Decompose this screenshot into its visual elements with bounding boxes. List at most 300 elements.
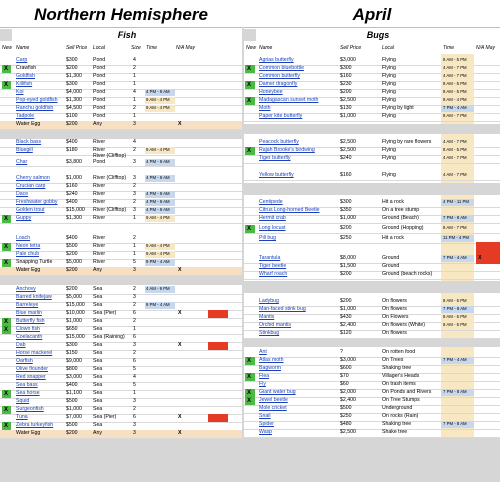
- fish-name: Snapping Turtle: [16, 259, 53, 265]
- bug-time: 11 PM - 4 PM: [443, 235, 469, 240]
- fish-size: 3: [133, 430, 136, 436]
- bug-name[interactable]: Yellow butterfly: [259, 172, 294, 178]
- new-mark: X: [4, 216, 9, 222]
- fish-local: River (Clifftop): [93, 153, 127, 159]
- na-mark: X: [178, 430, 182, 436]
- fish-price: $3,800: [66, 159, 82, 165]
- bug-local: Ground (beach rocks): [382, 271, 433, 277]
- na-mark: X: [178, 121, 182, 127]
- new-mark: X: [4, 391, 9, 397]
- bug-time: 7 PM - 4 AM: [443, 357, 467, 362]
- bug-name[interactable]: Rajah Brooke's birdwing: [259, 147, 315, 153]
- fish-price: $400: [66, 382, 78, 388]
- na-mark: X: [178, 342, 182, 348]
- fish-local: Sea: [93, 342, 103, 348]
- bug-name[interactable]: Moth: [259, 105, 271, 111]
- fish-price: $15,000: [66, 207, 85, 213]
- row-line: [0, 223, 242, 224]
- bug-col-price: Sell Price: [340, 45, 362, 51]
- bug-name[interactable]: Ant: [259, 349, 267, 355]
- bug-name[interactable]: Hermit crab: [259, 215, 286, 221]
- hemisphere-title: Northern Hemisphere: [34, 5, 208, 24]
- bug-name[interactable]: Damer dragonfly: [259, 81, 298, 87]
- fish-name[interactable]: Anchovy: [16, 286, 36, 292]
- fish-col-na: N/A May: [176, 45, 195, 51]
- fish-size: 3: [133, 398, 136, 404]
- bug-local: Flying: [382, 147, 396, 153]
- bug-local: Flying by light: [382, 105, 414, 111]
- fish-price: $3,000: [66, 374, 82, 380]
- fish-name[interactable]: Barred knifejaw: [16, 294, 52, 300]
- fish-local: Any: [93, 121, 102, 127]
- fish-size: 4: [133, 374, 136, 380]
- bug-local: Shake tree: [382, 429, 408, 435]
- bug-name[interactable]: Ladybug: [259, 298, 279, 304]
- fish-size: 3: [133, 175, 136, 181]
- fish-local: River (Clifftop): [93, 175, 127, 181]
- new-mark: X: [247, 82, 252, 88]
- fish-name[interactable]: Freshwater gobby: [16, 199, 58, 205]
- bug-local: On Flowers: [382, 314, 409, 320]
- fish-name[interactable]: Loach: [16, 235, 31, 241]
- new-mark: X: [4, 407, 9, 413]
- fish-time: 4 AM - 9 PM: [146, 286, 170, 291]
- fish-name[interactable]: Red snapper: [16, 374, 46, 380]
- bug-price: $600: [340, 365, 352, 371]
- bug-local: Flying: [382, 57, 396, 63]
- bug-price: $60: [340, 381, 349, 387]
- bug-time: 7 PM - 8 AM: [443, 306, 467, 311]
- row-line: [244, 365, 500, 366]
- fish-time: 4 PM - 9 AM: [146, 199, 170, 204]
- bug-local: On flowers: [382, 306, 407, 312]
- bug-name[interactable]: Madagascan sunset moth: [259, 97, 319, 103]
- bug-price: $1,500: [340, 263, 356, 269]
- bug-time: 8 AM - 5 PM: [443, 314, 467, 319]
- bug-name[interactable]: Mole cricket: [259, 405, 287, 411]
- bug-name[interactable]: Atlas moth: [259, 357, 284, 363]
- fish-local: Sea: [93, 390, 103, 396]
- fish-local: Pond: [93, 105, 106, 111]
- bug-time: 4 PM - 11 PM: [443, 199, 469, 204]
- bug-col-time: Time: [443, 45, 455, 51]
- fish-name: Water Egg: [16, 430, 41, 436]
- bug-name[interactable]: Wharf roach: [259, 271, 288, 277]
- fish-price: $1,000: [66, 175, 82, 181]
- bug-price: $1,000: [340, 306, 356, 312]
- fish-price: $400: [66, 199, 78, 205]
- bug-price: $160: [340, 73, 352, 79]
- fish-name[interactable]: Sea bass: [16, 382, 38, 388]
- fish-price: $1,000: [66, 318, 82, 324]
- bug-price: $2,500: [340, 429, 356, 435]
- bug-name[interactable]: Honeybee: [259, 89, 283, 95]
- fish-name[interactable]: Dace: [16, 191, 29, 197]
- bug-name[interactable]: Wasp: [259, 429, 273, 435]
- fish-name: Water Egg: [16, 121, 41, 127]
- bug-footer: [244, 438, 500, 482]
- bug-col-new: New: [246, 45, 257, 51]
- title-divider: [0, 27, 500, 28]
- fish-size: 4: [133, 89, 136, 95]
- fish-size: 5: [133, 259, 136, 265]
- bug-local: Underground: [382, 405, 413, 411]
- row-line: [244, 121, 500, 122]
- bug-time: 8 AM - 7 PM: [443, 113, 467, 118]
- fish-name[interactable]: Pop-eyed goldfish: [16, 97, 58, 103]
- new-mark: X: [4, 327, 9, 333]
- fish-name[interactable]: Squid: [16, 398, 30, 404]
- row-line: [0, 215, 242, 216]
- fish-local: Sea: [93, 398, 103, 404]
- fish-name[interactable]: Coelacanth: [16, 334, 43, 340]
- bug-time: 8 AM - 5 PM: [443, 89, 467, 94]
- fish-name[interactable]: Sea horse: [16, 390, 40, 396]
- bug-price: $2,000: [340, 389, 356, 395]
- bug-name[interactable]: Tiger butterfly: [259, 155, 291, 161]
- bug-name[interactable]: Flea: [259, 373, 270, 379]
- fish-size: 3: [133, 294, 136, 300]
- bug-time: 8 AM - 4 PM: [443, 97, 467, 102]
- fish-name[interactable]: Carp: [16, 57, 28, 63]
- na-mark: X: [178, 414, 182, 420]
- fish-name[interactable]: Barreleye: [16, 302, 39, 308]
- bug-price: $8,000: [340, 255, 356, 261]
- fish-size: 4: [133, 57, 136, 63]
- fish-name[interactable]: Neon tetra: [16, 243, 41, 249]
- fish-price: $200: [66, 251, 78, 257]
- fish-local: Any: [93, 267, 102, 273]
- fish-price: $300: [66, 81, 78, 87]
- fish-local: Pond: [93, 89, 106, 95]
- bug-name[interactable]: Orchid mantis: [259, 322, 291, 328]
- fish-time: 4 PM - 9 AM: [146, 191, 170, 196]
- bug-name[interactable]: Spider: [259, 421, 274, 427]
- bug-price: $160: [340, 172, 352, 178]
- bug-time: 8 AM - 7 PM: [443, 225, 467, 230]
- bug-name[interactable]: Common bluebottle: [259, 65, 304, 71]
- bug-local: On flowers: [382, 298, 407, 304]
- fish-name[interactable]: Ranchu goldfish: [16, 105, 54, 111]
- fish-local: River (Clifftop): [93, 207, 127, 213]
- bug-name[interactable]: Fly: [259, 381, 266, 387]
- fish-price: $200: [66, 267, 78, 273]
- fish-size: 2: [133, 147, 136, 153]
- bug-name[interactable]: Pill bug: [259, 235, 277, 241]
- fish-time: 9 PM - 4 AM: [146, 259, 170, 264]
- fish-price: $300: [66, 342, 78, 348]
- fish-time: 9 AM - 4 PM: [146, 97, 170, 102]
- row-line: [0, 342, 242, 343]
- fish-size: 2: [133, 350, 136, 356]
- fish-time: 9 AM - 4 PM: [146, 147, 170, 152]
- bug-name[interactable]: Agrias butterfly: [259, 57, 294, 63]
- bug-name[interactable]: Common butterfly: [259, 73, 300, 79]
- bug-time: 4 AM - 7 PM: [443, 73, 467, 78]
- bug-price: $250: [340, 235, 352, 241]
- bug-price: $2,400: [340, 397, 356, 403]
- bug-local: On a tree stump: [382, 207, 420, 213]
- bug-local: Flying: [382, 172, 396, 178]
- fish-size: 2: [133, 286, 136, 292]
- bug-price: $2,500: [340, 97, 356, 103]
- fish-price: $1,100: [66, 390, 82, 396]
- fish-price: $400: [66, 235, 78, 241]
- bug-local: Ground (Beach): [382, 215, 419, 221]
- bug-local: Hit a rock: [382, 199, 404, 205]
- row-line: [0, 275, 242, 276]
- bug-name[interactable]: Citrus Long-horned Beetle: [259, 207, 320, 213]
- fish-name[interactable]: Tadpole: [16, 113, 35, 119]
- row-line: [0, 73, 242, 74]
- new-mark: X: [247, 66, 252, 72]
- fish-price: $15,000: [66, 302, 85, 308]
- fish-local: River: [93, 215, 106, 221]
- fish-price: $200: [66, 65, 78, 71]
- fish-size: 1: [133, 215, 136, 221]
- bug-name[interactable]: Snail: [259, 413, 271, 419]
- bug-local: Flying: [382, 113, 396, 119]
- fish-local: Sea: [93, 302, 103, 308]
- new-mark: X: [4, 66, 9, 72]
- fish-name[interactable]: Tuna: [16, 414, 28, 420]
- bug-price: $240: [340, 155, 352, 161]
- fish-local: River: [93, 183, 106, 189]
- fish-price: $1,000: [66, 406, 82, 412]
- fish-footer: [0, 439, 242, 482]
- bug-price: $300: [340, 65, 352, 71]
- fish-price: $200: [66, 121, 78, 127]
- bug-name[interactable]: Peacock butterfly: [259, 139, 299, 145]
- fish-local: Sea (Pier): [93, 414, 117, 420]
- fish-local: Sea: [93, 326, 103, 332]
- fish-name[interactable]: Char: [16, 159, 28, 165]
- bug-name[interactable]: Paper kite butterfly: [259, 113, 303, 119]
- fish-price: $15,000: [66, 334, 85, 340]
- fish-size: 2: [133, 318, 136, 324]
- row-line: [0, 191, 242, 192]
- fish-price: $4,500: [66, 105, 82, 111]
- fish-local: Pond: [93, 97, 106, 103]
- fish-name[interactable]: Koi: [16, 89, 24, 95]
- bug-local: Villager's Heads: [382, 373, 420, 379]
- fish-size: 1: [133, 243, 136, 249]
- row-line: [244, 243, 500, 244]
- fish-size: 1: [133, 73, 136, 79]
- row-line: [0, 438, 242, 439]
- bug-time: 7 PM - 8 AM: [443, 389, 467, 394]
- bug-price: $2,500: [340, 147, 356, 153]
- new-mark: X: [4, 260, 9, 266]
- row-line: [244, 437, 500, 438]
- bug-local: On trash items: [382, 381, 416, 387]
- fish-price: $500: [66, 422, 78, 428]
- fish-price: $650: [66, 326, 78, 332]
- fish-local: River: [93, 191, 106, 197]
- fish-name[interactable]: Black bass: [16, 139, 42, 145]
- bug-name[interactable]: Centipede: [259, 199, 283, 205]
- bug-name[interactable]: Mantis: [259, 314, 275, 320]
- bugs-section-title: Bugs: [366, 30, 390, 40]
- fish-time: 9 PM - 4 AM: [146, 302, 170, 307]
- fish-size: 6: [133, 310, 136, 316]
- fish-local: Sea: [93, 358, 103, 364]
- bug-local: Ground (Hopping): [382, 225, 424, 231]
- unavailable-flag: [208, 414, 228, 422]
- bugs-header-cap: [244, 29, 256, 41]
- bug-name[interactable]: Giant water bug: [259, 389, 296, 395]
- row-line: [0, 113, 242, 114]
- bug-local: On rocks (Rain): [382, 413, 419, 419]
- bug-price: $130: [340, 105, 352, 111]
- fish-time: 9 AM - 4 PM: [146, 251, 170, 256]
- bug-local: On Ponds and Rivers: [382, 389, 432, 395]
- fish-size: 2: [133, 235, 136, 241]
- fish-price: $7,000: [66, 414, 82, 420]
- bug-local: Flying: [382, 155, 396, 161]
- bug-name[interactable]: Jewel beetle: [259, 397, 288, 403]
- fish-size: 1: [133, 251, 136, 257]
- bug-local: Shaking tree: [382, 421, 412, 427]
- fish-name[interactable]: Killifish: [16, 81, 33, 87]
- fish-name: Crawfish: [16, 65, 37, 71]
- row-line: [244, 338, 500, 339]
- fish-price: $240: [66, 191, 78, 197]
- new-mark: X: [4, 423, 9, 429]
- new-mark: X: [247, 358, 252, 364]
- row-line: [244, 279, 500, 280]
- fish-local: Pond: [93, 159, 106, 165]
- fish-name[interactable]: Olive flounder: [16, 366, 49, 372]
- bug-local: Ground: [382, 255, 400, 261]
- bug-name[interactable]: Bagworm: [259, 365, 281, 371]
- bug-name[interactable]: Man-faced stink bug: [259, 306, 306, 312]
- bug-price: $500: [340, 405, 352, 411]
- bug-time: 7 PM - 4 AM: [443, 255, 467, 260]
- fish-size: 5: [133, 382, 136, 388]
- fish-time: 4 PM - 9 AM: [146, 175, 170, 180]
- fish-size: 1: [133, 97, 136, 103]
- fish-size: 2: [133, 199, 136, 205]
- fish-name[interactable]: Guppy: [16, 215, 32, 221]
- fish-name[interactable]: Oarfish: [16, 358, 33, 364]
- fish-local: Sea: [93, 294, 103, 300]
- fish-name[interactable]: Blue marlin: [16, 310, 42, 316]
- fish-size: 2: [133, 105, 136, 111]
- fish-name[interactable]: Horse mackerel: [16, 350, 53, 356]
- fish-price: $5,000: [66, 294, 82, 300]
- new-mark: X: [4, 319, 9, 325]
- fish-col-name: Name: [16, 45, 30, 51]
- bug-separator-3: [244, 281, 500, 293]
- fish-name[interactable]: Cherry salmon: [16, 175, 50, 181]
- bug-price: $3,000: [340, 57, 356, 63]
- fish-price: $150: [66, 350, 78, 356]
- fish-price: $5,000: [66, 259, 82, 265]
- fish-section-title: Fish: [117, 30, 137, 40]
- fish-name[interactable]: Dab: [16, 342, 26, 348]
- fish-separator-1: [0, 130, 242, 139]
- fish-name[interactable]: Goldfish: [16, 73, 36, 79]
- fish-name[interactable]: Clown fish: [16, 326, 40, 332]
- fish-local: Pond: [93, 113, 106, 119]
- fish-name[interactable]: Butterfly fish: [16, 318, 45, 324]
- fish-size: 2: [133, 302, 136, 308]
- unavailable-flag: [208, 342, 228, 350]
- new-mark: X: [247, 398, 252, 404]
- fish-price: $100: [66, 113, 78, 119]
- fish-time: 9 AM - 4 PM: [146, 105, 170, 110]
- new-mark: X: [247, 98, 252, 104]
- fish-size: 5: [133, 366, 136, 372]
- fish-size: 6: [133, 414, 136, 420]
- fish-name[interactable]: Bluegill: [16, 147, 33, 153]
- fish-col-size: Size: [131, 45, 141, 51]
- new-mark: X: [247, 374, 252, 380]
- bug-local: Ground: [382, 263, 400, 269]
- fish-name[interactable]: Zebra turkeyfish: [16, 422, 54, 428]
- fish-name[interactable]: Golden trout: [16, 207, 45, 213]
- fish-local: Pond: [93, 57, 106, 63]
- bug-name[interactable]: Tiger beetle: [259, 263, 287, 269]
- row-line: [244, 233, 500, 234]
- fish-name[interactable]: Crucian carp: [16, 183, 46, 189]
- fish-time: 4 PM - 9 AM: [146, 89, 170, 94]
- bug-separator-4: [244, 339, 500, 347]
- bug-price: $300: [340, 199, 352, 205]
- fish-size: 3: [133, 207, 136, 213]
- row-line: [0, 358, 242, 359]
- fish-header-cap: [0, 29, 12, 41]
- bug-col-name: Name: [259, 45, 273, 51]
- fish-price: $800: [66, 366, 78, 372]
- fish-name[interactable]: Pale chub: [16, 251, 40, 257]
- bug-local: Flying: [382, 81, 396, 87]
- fish-price: $10,000: [66, 310, 85, 316]
- fish-local: Any: [93, 430, 102, 436]
- fish-time: 9 AM - 4 PM: [146, 215, 170, 220]
- bug-time: 7 PM - 8 AM: [443, 215, 467, 220]
- bug-local: On flowers (White): [382, 322, 425, 328]
- row-line: [0, 129, 242, 130]
- fish-name[interactable]: Surgeonfish: [16, 406, 44, 412]
- bug-price: $200: [340, 271, 352, 277]
- row-line: [0, 166, 242, 167]
- fish-col-time: Time: [146, 45, 158, 51]
- bug-separator-2: [244, 183, 500, 195]
- row-line: [244, 223, 500, 224]
- bug-time: 7 PM - 8 AM: [443, 421, 467, 426]
- new-mark: X: [247, 148, 252, 154]
- fish-price: $180: [66, 147, 78, 153]
- row-line: [244, 163, 500, 164]
- fish-local: Sea (Raining): [93, 334, 125, 340]
- bug-price: $250: [340, 413, 352, 419]
- fish-size: 6: [133, 358, 136, 364]
- bug-local: Shaking tree: [382, 365, 412, 371]
- fish-local: River: [93, 251, 106, 257]
- fish-price: $1,300: [66, 215, 82, 221]
- fish-name: Water Egg: [16, 267, 41, 273]
- fish-local: Pond: [93, 65, 106, 71]
- bug-name[interactable]: Stinkbug: [259, 330, 280, 336]
- bug-name[interactable]: Tarantula: [259, 255, 281, 261]
- bug-time: 8 AM - 5 PM: [443, 147, 467, 152]
- fish-local: River: [93, 199, 106, 205]
- bug-name[interactable]: Long locust: [259, 225, 286, 231]
- bug-time: 4 AM - 7 PM: [443, 65, 467, 70]
- na-mark: X: [178, 267, 182, 273]
